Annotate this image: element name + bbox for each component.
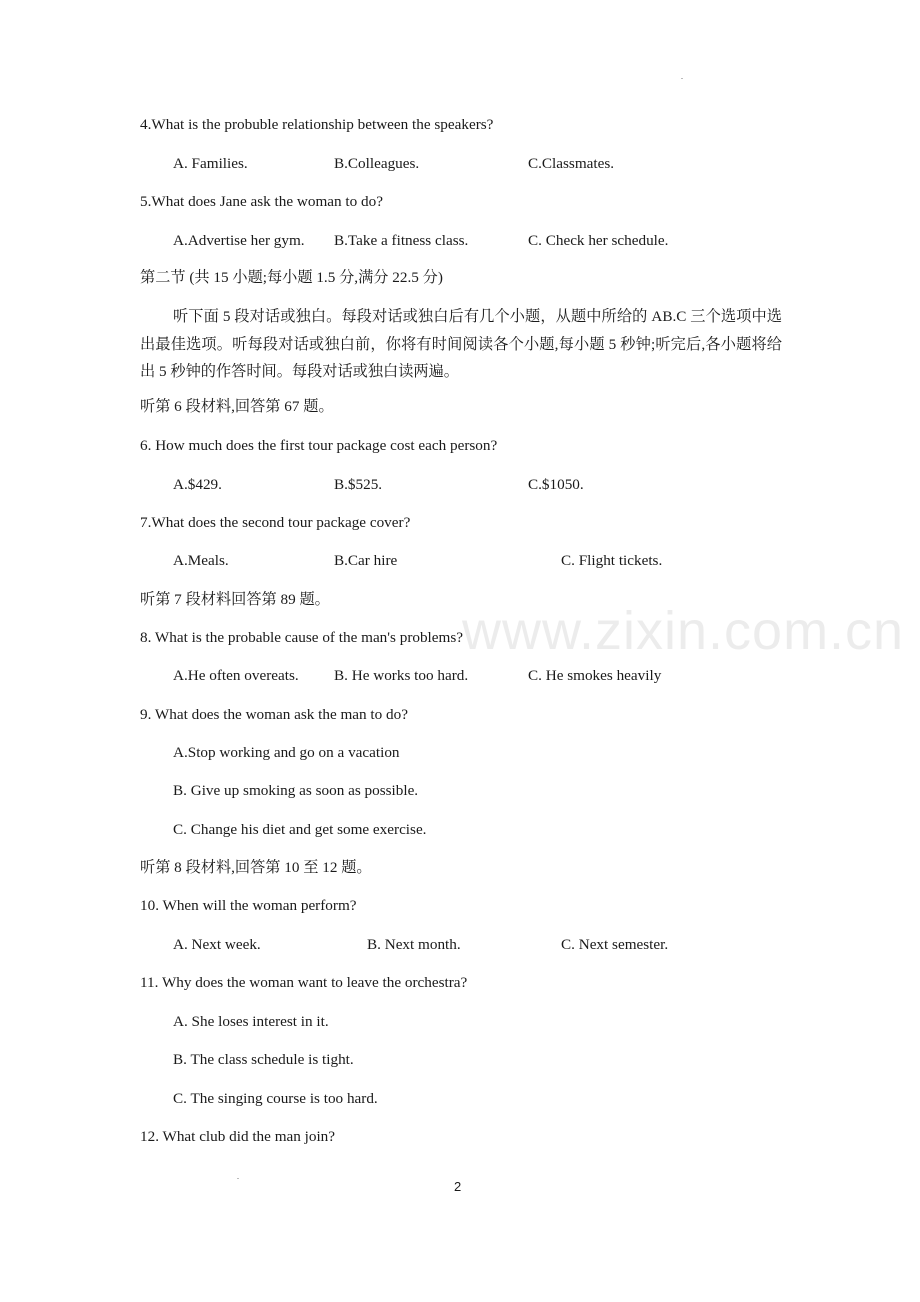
question-4-stem: 4.What is the probuble relationship between the speakers? — [140, 116, 494, 133]
question-4-option-a: A. Families. — [173, 155, 248, 172]
question-5-option-a: A.Advertise her gym. — [173, 232, 305, 249]
question-7-stem: 7.What does the second tour package cover? — [140, 514, 411, 531]
question-9-option-c: C. Change his diet and get some exercise. — [173, 821, 427, 838]
watermark: www.zixin.com.cn — [462, 601, 905, 661]
page-number: 2 — [454, 1179, 462, 1194]
question-8-stem: 8. What is the probable cause of the man's problems? — [140, 629, 463, 646]
question-8-option-b: B. He works too hard. — [334, 667, 469, 684]
question-6-stem: 6. How much does the first tour package cost each person? — [140, 437, 498, 454]
question-12-stem: 12. What club did the man join? — [140, 1128, 336, 1145]
question-7-option-c: C. Flight tickets. — [561, 552, 663, 569]
section-2-instructions: 听下面 5 段对话或独白。每段对话或独白后有几个小题，从题中所给的 AB.C 三个选项中选出最佳选项。听每段对话或独白前，你将有时间阅读各个小题,每小题 5 秒钟;听完后,各小题将给出 5 秒钟的作答时间。每段对话或独白读两遍。 — [140, 308, 782, 380]
question-5-option-c: C. Check her schedule. — [528, 232, 669, 249]
material-8-heading: 听第 8 段材料,回答第 10 至 12 题。 — [140, 859, 372, 876]
question-8-option-c: C. He smokes heavily — [528, 667, 662, 684]
question-7-option-b: B.Car hire — [334, 552, 398, 569]
question-6-option-a: A.$429. — [173, 476, 222, 493]
scan-speck — [237, 1178, 239, 1179]
scan-speck — [681, 78, 683, 79]
question-7-option-a: A.Meals. — [173, 552, 229, 569]
question-4-option-c: C.Classmates. — [528, 155, 615, 172]
question-11-option-c: C. The singing course is too hard. — [173, 1090, 378, 1107]
question-5-stem: 5.What does Jane ask the woman to do? — [140, 193, 383, 210]
question-4-option-b: B.Colleagues. — [334, 155, 420, 172]
question-5-option-b: B.Take a fitness class. — [334, 232, 469, 249]
material-6-heading: 听第 6 段材料,回答第 67 题。 — [140, 398, 334, 415]
question-11-stem: 11. Why does the woman want to leave the orchestra? — [140, 974, 468, 991]
question-10-option-b: B. Next month. — [367, 936, 461, 953]
question-6-option-b: B.$525. — [334, 476, 383, 493]
section-2-heading: 第二节 (共 15 小题;每小题 1.5 分,满分 22.5 分) — [140, 269, 443, 286]
question-9-stem: 9. What does the woman ask the man to do? — [140, 706, 408, 723]
question-8-option-a: A.He often overeats. — [173, 667, 299, 684]
question-10-option-c: C. Next semester. — [561, 936, 669, 953]
question-6-option-c: C.$1050. — [528, 476, 584, 493]
material-7-heading: 听第 7 段材料回答第 89 题。 — [140, 591, 330, 608]
question-9-option-b: B. Give up smoking as soon as possible. — [173, 782, 419, 799]
question-11-option-a: A. She loses interest in it. — [173, 1013, 329, 1030]
question-11-option-b: B. The class schedule is tight. — [173, 1051, 354, 1068]
question-10-option-a: A. Next week. — [173, 936, 261, 953]
question-10-stem: 10. When will the woman perform? — [140, 897, 357, 914]
question-9-option-a: A.Stop working and go on a vacation — [173, 744, 400, 761]
